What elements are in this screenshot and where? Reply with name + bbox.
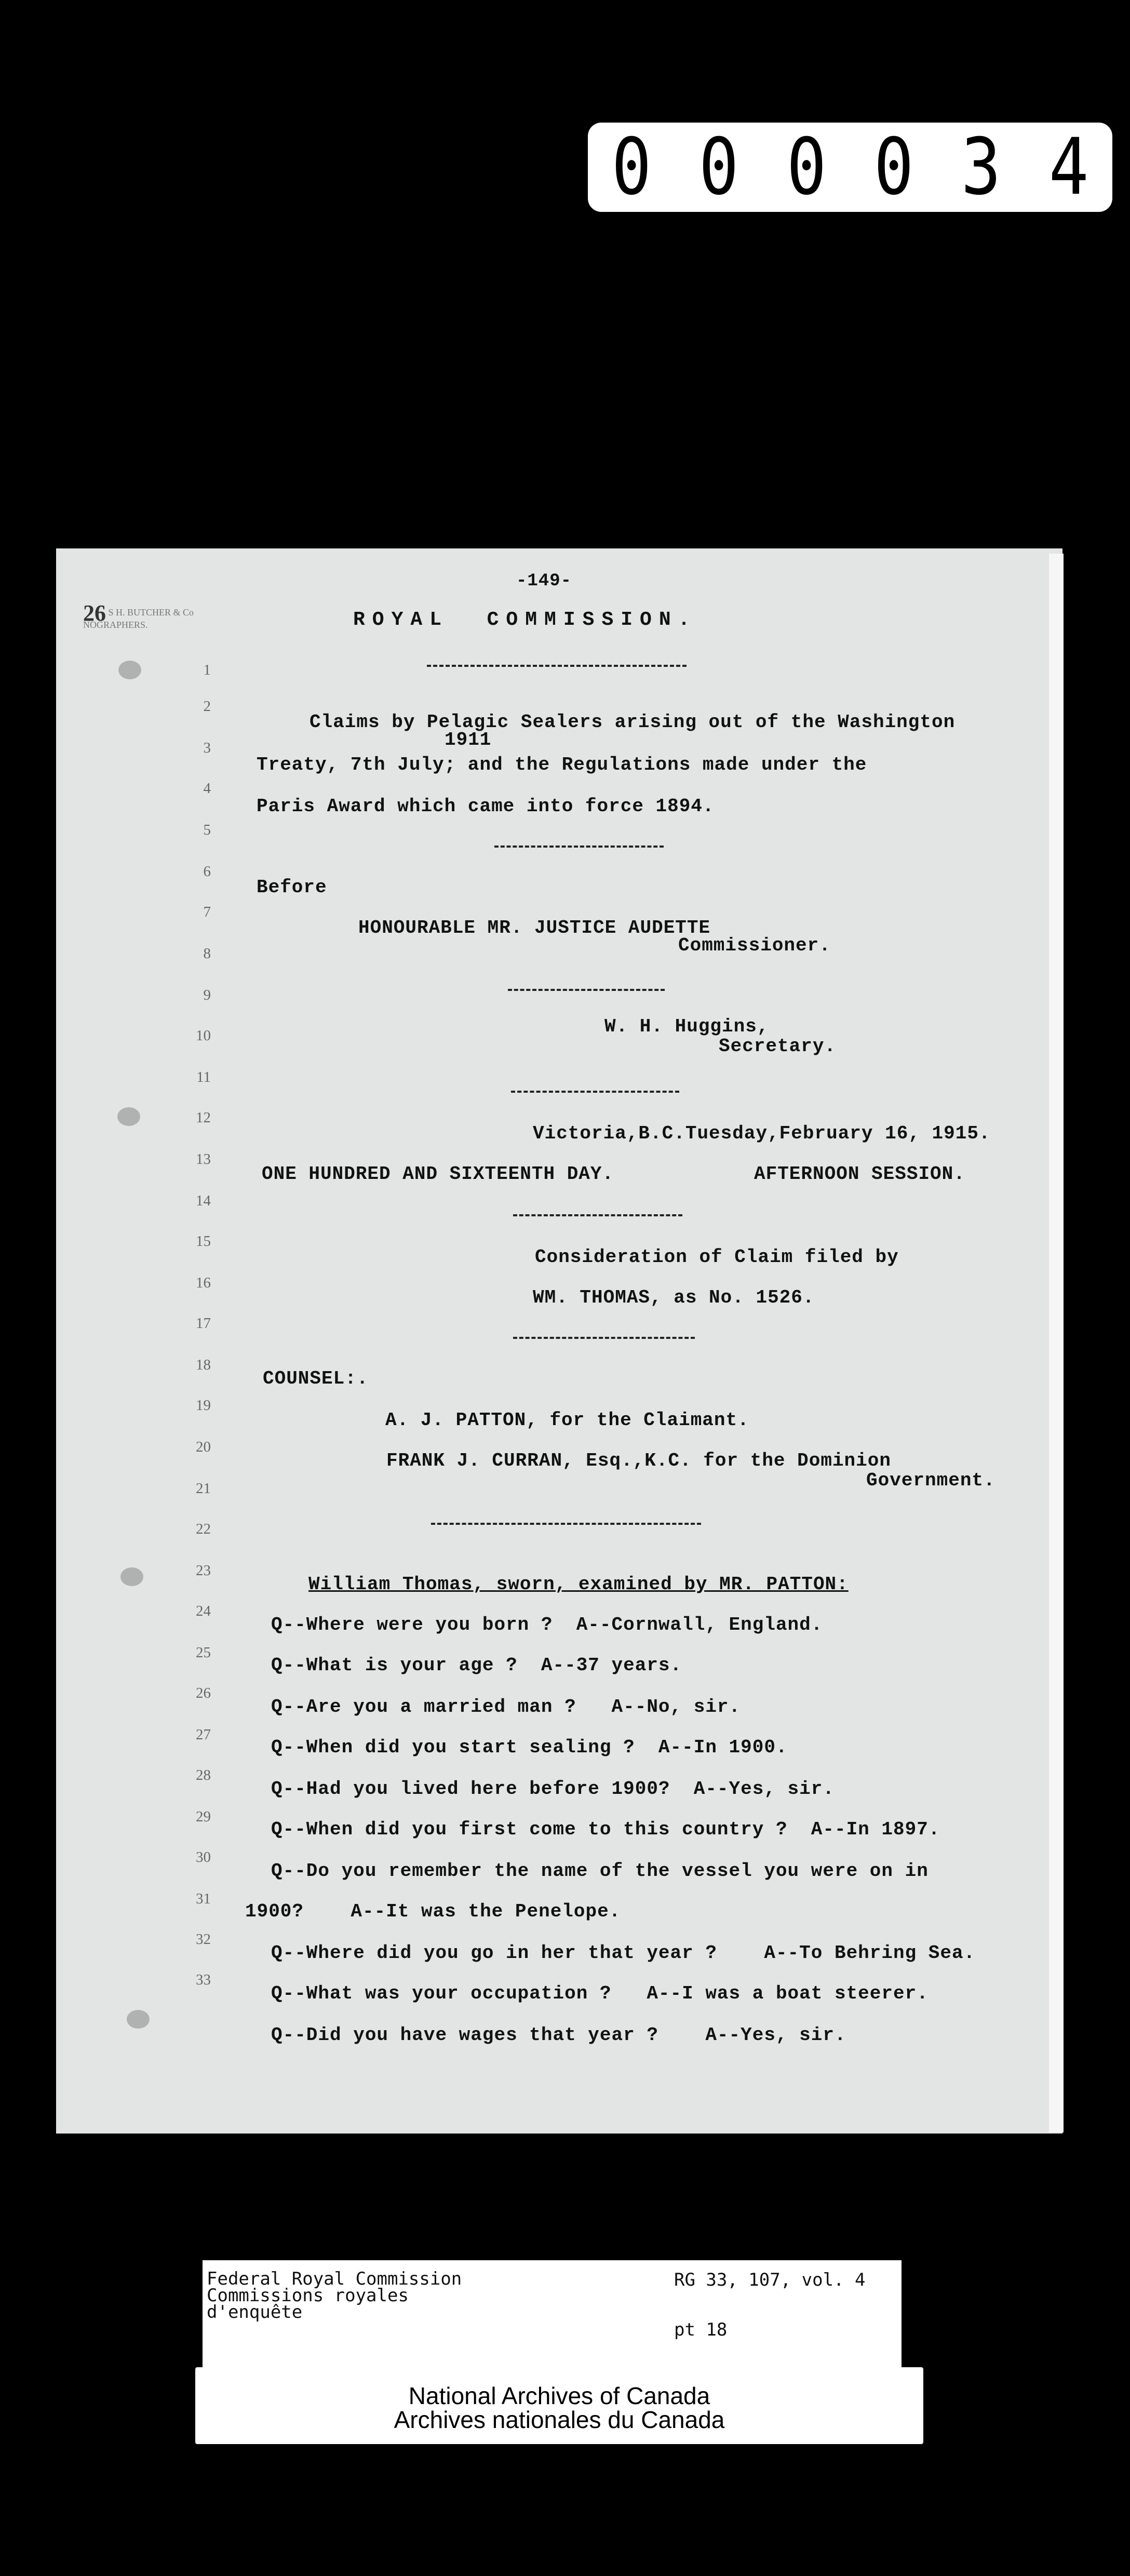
line-number: 3: [203, 740, 211, 756]
line-number: 29: [196, 1808, 211, 1825]
line-number: 14: [196, 1192, 211, 1209]
line-number: 31: [196, 1890, 211, 1907]
claims-line-2: Treaty, 7th July; and the Regulations made under the: [257, 754, 867, 775]
session-time: AFTERNOON SESSION.: [754, 1163, 965, 1185]
divider: [494, 846, 664, 848]
line-number: 1: [203, 662, 211, 678]
qa-line: 1900? A--It was the Penelope.: [245, 1901, 621, 1922]
line-number: 26: [196, 1685, 211, 1701]
qa-line: Q--What is your age ? A--37 years.: [271, 1655, 682, 1676]
line-number: 23: [196, 1562, 211, 1579]
stenographer-stamp: [83, 600, 194, 630]
consideration-line: Consideration of Claim filed by: [535, 1246, 899, 1268]
punch-hole: [127, 2010, 150, 2029]
line-number: 24: [196, 1603, 211, 1619]
frame-digit: 0: [699, 122, 739, 212]
qa-line: Q--Do you remember the name of the vessel you were on in: [271, 1860, 929, 1882]
qa-line: Q--What was your occupation ? A--I was a boat steerer.: [271, 1983, 929, 2004]
counsel-claimant: A. J. PATTON, for the Claimant.: [385, 1410, 749, 1431]
label-commissions: Commissions royales: [207, 2285, 409, 2306]
line-number: 16: [196, 1274, 211, 1291]
claims-line-1: Claims by Pelagic Sealers arising out of the Washington: [310, 712, 956, 733]
qa-line: Q--When did you first come to this country ? A--In 1897.: [271, 1819, 940, 1840]
commissioner-title: Commissioner.: [678, 935, 831, 956]
page-edge: [1049, 554, 1064, 2132]
before-label: Before: [257, 877, 327, 898]
punch-hole: [120, 1567, 143, 1586]
qa-line: Q--When did you start sealing ? A--In 1900.: [271, 1737, 788, 1758]
line-number: 6: [203, 863, 211, 880]
line-number: 33: [196, 1971, 211, 1988]
qa-line: Q--Are you a married man ? A--No, sir.: [271, 1696, 741, 1718]
frame-digit: 3: [961, 122, 1001, 212]
counsel-label: COUNSEL:.: [263, 1368, 369, 1389]
secretary-name: W. H. Huggins,: [604, 1016, 769, 1037]
claim-number: WM. THOMAS, as No. 1526.: [533, 1287, 815, 1308]
line-number: 28: [196, 1767, 211, 1783]
qa-line: Q--Had you lived here before 1900? A--Yes, sir.: [271, 1778, 835, 1800]
archives-english: National Archives of Canada: [408, 2382, 710, 2409]
line-number: 25: [196, 1644, 211, 1661]
line-number: 20: [196, 1439, 211, 1455]
line-number: 10: [196, 1027, 211, 1044]
divider: [511, 1091, 679, 1093]
divider: [431, 1523, 701, 1525]
punch-hole: [118, 661, 141, 679]
divider: [508, 989, 665, 991]
label-federal: Federal Royal Commission: [207, 2269, 462, 2289]
qa-line: Q--Where were you born ? A--Cornwall, England.: [271, 1614, 823, 1635]
line-number: 19: [196, 1397, 211, 1414]
frame-digit: 0: [611, 122, 652, 212]
line-number: 9: [203, 987, 211, 1003]
frame-digit: 0: [786, 122, 827, 212]
line-number: 27: [196, 1726, 211, 1743]
line-number: 21: [196, 1480, 211, 1497]
divider: [513, 1214, 682, 1216]
session-date: Victoria,B.C.Tuesday,February 16, 1915.: [533, 1123, 991, 1144]
document-heading: ROYAL COMMISSION.: [353, 609, 697, 631]
line-number: 22: [196, 1521, 211, 1537]
witness-heading: William Thomas, sworn, examined by MR. PATTON:: [308, 1574, 849, 1595]
line-number: 17: [196, 1315, 211, 1332]
justice-name: HONOURABLE MR. JUSTICE AUDETTE: [358, 917, 711, 938]
label-part: pt 18: [674, 2319, 728, 2340]
claims-year: 1911: [445, 729, 492, 750]
stamp-line-2: NOGRAPHERS.: [83, 619, 148, 630]
qa-line: Q--Did you have wages that year ? A--Yes, sir.: [271, 2024, 846, 2046]
line-number: 30: [196, 1849, 211, 1866]
line-number: 18: [196, 1357, 211, 1373]
qa-line: Q--Where did you go in her that year ? A--To Behring Sea.: [271, 1942, 976, 1964]
frame-digit: 4: [1048, 122, 1089, 212]
counsel-dominion: FRANK J. CURRAN, Esq.,K.C. for the Dominion: [386, 1450, 891, 1471]
punch-hole: [117, 1107, 140, 1126]
archives-french: Archives nationales du Canada: [394, 2406, 725, 2433]
frame-digit: 0: [873, 122, 914, 212]
secretary-title: Secretary.: [719, 1036, 837, 1057]
claims-line-3: Paris Award which came into force 1894.: [257, 796, 715, 817]
counsel-government: Government.: [866, 1470, 996, 1491]
line-number: 11: [196, 1069, 211, 1085]
divider: [513, 1337, 695, 1339]
stamp-line-1: S H. BUTCHER & Co: [108, 607, 194, 618]
page-number: -149-: [516, 571, 572, 591]
label-reference: RG 33, 107, vol. 4: [674, 2270, 866, 2290]
line-number: 32: [196, 1931, 211, 1948]
line-number: 13: [196, 1151, 211, 1168]
line-number: 5: [203, 822, 211, 838]
line-number: 7: [203, 904, 211, 920]
divider: [427, 665, 687, 667]
line-number: 2: [203, 698, 211, 715]
line-number: 15: [196, 1233, 211, 1250]
line-number: 8: [203, 945, 211, 962]
session-day: ONE HUNDRED AND SIXTEENTH DAY.: [262, 1163, 614, 1185]
label-enquete: d'enquête: [207, 2302, 303, 2323]
line-number: 12: [196, 1109, 211, 1126]
line-number: 4: [203, 780, 211, 797]
frame-number: [588, 123, 1112, 212]
stamp-number: 26: [83, 600, 106, 626]
